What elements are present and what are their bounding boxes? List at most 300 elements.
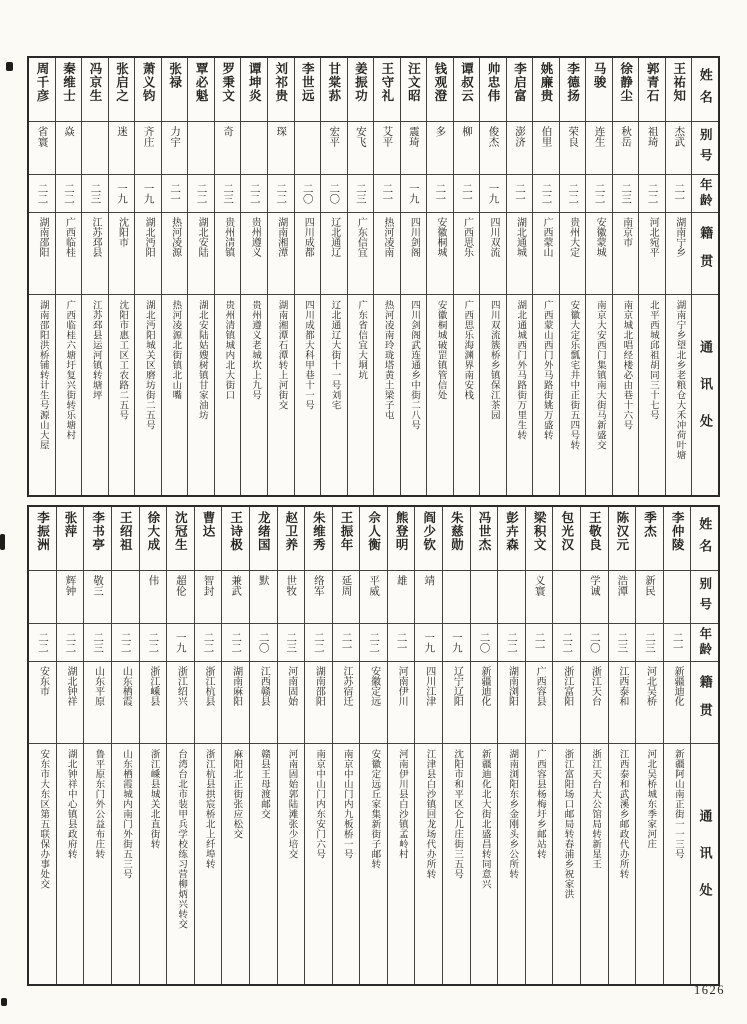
origin-cell: 南京市 [613, 213, 639, 295]
alias-cell: 宏平 [321, 122, 347, 175]
origin-cell: 浙江天台 [581, 662, 608, 744]
alias-cell: 络军 [305, 571, 332, 624]
age-cell: 二二 [195, 624, 222, 662]
alias-cell: 伯里 [533, 122, 559, 175]
origin-cell: 浙江富阳 [553, 662, 580, 744]
person-column [332, 507, 360, 984]
age-cell: 二二 [498, 624, 525, 662]
origin-cell: 广西思乐 [454, 213, 480, 295]
name-cell: 徐大成 [140, 507, 167, 571]
name-cell: 马骏 [586, 58, 612, 122]
age-cell: 二一 [664, 624, 691, 662]
address-cell: 河南固始郭陆滩张少培交 [286, 749, 297, 859]
age-cell: 二〇 [250, 624, 277, 662]
alias-cell: 奇 [215, 122, 241, 175]
address-cell: 贵州遵义老城坎上九号 [249, 300, 260, 400]
address-cell: 广东省信宜大垌坑 [356, 300, 367, 380]
age-cell: 二二 [29, 175, 55, 213]
person-column [267, 58, 294, 495]
age-cell: 二三 [609, 624, 636, 662]
age-cell: 二三 [348, 175, 374, 213]
person-column [277, 507, 305, 984]
name-cell: 曹达 [195, 507, 222, 571]
address-cell: 安东市大东区第五联保办事处交 [38, 749, 49, 889]
name-cell: 龙绪国 [250, 507, 277, 571]
origin-cell: 湖南宁乡 [666, 213, 692, 295]
age-cell: 二二 [57, 624, 84, 662]
age-cell: 二一 [454, 175, 480, 213]
name-cell: 刘祁贵 [268, 58, 294, 122]
name-cell: 佘人衡 [360, 507, 387, 571]
name-cell: 李振洲 [29, 507, 56, 571]
person-column [83, 507, 111, 984]
address-cell: 广西容县杨梅圩乡邮站转 [534, 749, 545, 859]
alias-cell: 艾平 [374, 122, 400, 175]
address-cell: 江西泰和武溪乡邮政代办所转 [617, 749, 628, 879]
address-cell: 热河凌源北街镇北山嘴 [170, 300, 181, 400]
address-cell: 广西思乐海渊界南安栈 [462, 300, 473, 400]
age-cell: 二〇 [295, 175, 321, 213]
address-cell: 安徽桐城破罡镇管信处 [435, 300, 446, 400]
origin-cell: 辽北通辽 [321, 213, 347, 295]
age-cell: 二二 [56, 175, 82, 213]
alias-cell [241, 122, 267, 175]
origin-cell: 贵州清镇 [215, 213, 241, 295]
name-cell: 梁积文 [526, 507, 553, 571]
person-column [414, 507, 442, 984]
person-column [81, 58, 108, 495]
age-cell: 二二 [222, 624, 249, 662]
alias-cell: 义寰 [526, 571, 553, 624]
address-cell: 湖北钟祥中心镇县政府转 [65, 749, 76, 859]
name-cell: 彭卉森 [498, 507, 525, 571]
person-column [139, 507, 167, 984]
origin-cell: 广西蒙山 [533, 213, 559, 295]
address-cell: 河北吴桥城东季家河庄 [645, 749, 656, 849]
alias-cell [295, 122, 321, 175]
person-column [304, 507, 332, 984]
directory-table-bottom [27, 505, 720, 986]
age-cell: 二一 [526, 624, 553, 662]
origin-cell: 安徽定远 [360, 662, 387, 744]
origin-cell: 浙江绍兴 [167, 662, 194, 744]
age-cell: 二一 [162, 175, 188, 213]
origin-cell: 热河凌源 [162, 213, 188, 295]
alias-cell: 安飞 [348, 122, 374, 175]
address-cell: 贵州清镇城内北大街口 [223, 300, 234, 400]
origin-cell: 江西赣县 [250, 662, 277, 744]
alias-cell: 智封 [195, 571, 222, 624]
origin-cell: 广西临桂 [56, 213, 82, 295]
alias-cell: 齐庄 [135, 122, 161, 175]
origin-cell: 沈阳市 [109, 213, 135, 295]
person-column [187, 58, 214, 495]
alias-cell [443, 571, 470, 624]
address-cell: 浙江嵊县城关北直街转 [148, 749, 159, 849]
address-cell: 湖南邵阳洪桥铺转计生号源山大屋 [37, 300, 48, 450]
person-column [638, 58, 665, 495]
header-age: 年龄 [692, 175, 718, 213]
origin-cell: 热河凌南 [374, 213, 400, 295]
alias-cell: 延周 [333, 571, 360, 624]
origin-cell: 湖南浏阳 [498, 662, 525, 744]
origin-cell: 四川双流 [480, 213, 506, 295]
alias-cell: 祖琦 [639, 122, 665, 175]
address-cell: 江津县白沙镇回龙场代办所转 [424, 749, 435, 879]
age-cell: 二〇 [471, 624, 498, 662]
person-column [635, 507, 663, 984]
alias-cell: 世牧 [278, 571, 305, 624]
address-cell: 湖南湘潭石潭转上河街交 [276, 300, 287, 410]
origin-cell: 湖北安陆 [188, 213, 214, 295]
age-cell: 二二 [241, 175, 267, 213]
origin-cell: 四川成都 [295, 213, 321, 295]
address-cell: 江苏邳县运河镇转塘坪 [90, 300, 101, 400]
address-cell: 湖北通城西门外马路街万里生转 [515, 300, 526, 440]
age-cell: 二一 [507, 175, 533, 213]
age-cell: 二二 [305, 624, 332, 662]
person-column [249, 507, 277, 984]
person-column [214, 58, 241, 495]
alias-cell [553, 571, 580, 624]
name-cell: 李德扬 [560, 58, 586, 122]
scan-artifact [1, 998, 7, 1006]
person-column [580, 507, 608, 984]
header-name: 姓名 [691, 507, 718, 571]
name-cell: 赵卫养 [278, 507, 305, 571]
person-column [111, 507, 139, 984]
address-cell: 湖南宁乡望北乡老粮仓大禾冲荷叶塘 [674, 300, 685, 460]
age-cell: 二二 [639, 175, 665, 213]
address-cell: 台湾台北市装甲兵学校练习营柳炳兴转交 [176, 749, 187, 929]
age-cell: 二二 [140, 624, 167, 662]
alias-cell: 力宇 [162, 122, 188, 175]
address-cell: 北平西城邱祖胡同三十七号 [647, 300, 658, 420]
age-cell: 二一 [427, 175, 453, 213]
alias-cell: 兼武 [222, 571, 249, 624]
name-cell: 张启之 [109, 58, 135, 122]
header-address: 通讯处 [697, 808, 713, 920]
alias-cell: 雄 [388, 571, 415, 624]
name-cell: 钱观澄 [427, 58, 453, 122]
name-cell: 季杰 [636, 507, 663, 571]
age-cell: 二〇 [321, 175, 347, 213]
name-cell: 王振年 [333, 507, 360, 571]
name-cell: 张禄 [162, 58, 188, 122]
name-cell: 覃必魁 [188, 58, 214, 122]
alias-cell [82, 122, 108, 175]
origin-cell: 湖南麻阳 [222, 662, 249, 744]
address-cell: 广西蒙山西门外马路街姚万盛转 [541, 300, 552, 440]
alias-cell [29, 571, 56, 624]
alias-cell: 迷 [109, 122, 135, 175]
name-cell: 冯世杰 [471, 507, 498, 571]
name-cell: 周千彦 [29, 58, 55, 122]
name-cell: 姚廉贵 [533, 58, 559, 122]
name-cell: 秦维士 [56, 58, 82, 122]
name-cell: 沈冠生 [167, 507, 194, 571]
person-column [608, 507, 636, 984]
alias-cell: 连生 [586, 122, 612, 175]
age-cell: 二三 [82, 175, 108, 213]
person-column [663, 507, 691, 984]
age-cell: 二二 [560, 175, 586, 213]
name-cell: 谭坤炎 [241, 58, 267, 122]
origin-cell: 湖北通城 [507, 213, 533, 295]
origin-cell: 新疆迪化 [471, 662, 498, 744]
origin-cell: 广东信宜 [348, 213, 374, 295]
person-column [294, 58, 321, 495]
origin-cell: 湖南邵阳 [29, 213, 55, 295]
name-cell: 李世远 [295, 58, 321, 122]
name-cell: 谭叔云 [454, 58, 480, 122]
address-cell: 南京城北唱经楼必由巷十六号 [621, 300, 632, 430]
person-column [55, 58, 82, 495]
address-cell: 安徽大定乐瓢宅井中正街五四号转 [568, 300, 579, 450]
name-cell: 王诗极 [222, 507, 249, 571]
address-cell: 安徽定远丘家集新街子邮转 [369, 749, 380, 869]
header-alias: 别号 [692, 122, 718, 175]
age-cell: 二二 [268, 175, 294, 213]
name-cell: 王守礼 [374, 58, 400, 122]
person-column [387, 507, 415, 984]
age-cell: 二〇 [581, 624, 608, 662]
person-column [347, 58, 374, 495]
name-cell: 李仲陵 [664, 507, 691, 571]
name-cell: 王敬良 [581, 507, 608, 571]
person-column [29, 58, 55, 495]
alias-cell [471, 571, 498, 624]
name-cell: 王祐知 [666, 58, 692, 122]
name-cell: 萧义钧 [135, 58, 161, 122]
age-cell: 二三 [613, 175, 639, 213]
address-cell: 浙江杭县拱宸桥北上纤埠转 [203, 749, 214, 869]
origin-cell: 贵州大定 [560, 213, 586, 295]
name-cell: 姜振功 [348, 58, 374, 122]
alias-cell: 平威 [360, 571, 387, 624]
person-column [56, 507, 84, 984]
age-cell: 二二 [586, 175, 612, 213]
address-cell: 南京中山门内东安门六号 [314, 749, 325, 859]
address-cell: 南京大安西门集镇南大街马新盛交 [594, 300, 605, 450]
name-cell: 朱慈勋 [443, 507, 470, 571]
age-cell: 二三 [215, 175, 241, 213]
alias-cell: 超伦 [167, 571, 194, 624]
alias-cell: 新民 [636, 571, 663, 624]
age-cell: 二三 [278, 624, 305, 662]
person-column [166, 507, 194, 984]
origin-cell: 河南固始 [278, 662, 305, 744]
scan-artifact [6, 62, 13, 71]
origin-cell: 江苏邳县 [82, 213, 108, 295]
person-column [134, 58, 161, 495]
name-cell: 甘棠荪 [321, 58, 347, 122]
origin-cell: 山东平原 [84, 662, 111, 744]
person-column [525, 507, 553, 984]
alias-cell: 焱 [56, 122, 82, 175]
person-column [320, 58, 347, 495]
age-cell: 二二 [360, 624, 387, 662]
age-cell: 二一 [666, 175, 692, 213]
person-column [161, 58, 188, 495]
person-column [497, 507, 525, 984]
alias-cell [188, 122, 214, 175]
origin-cell: 山东栖霞 [112, 662, 139, 744]
origin-cell: 湖北钟祥 [57, 662, 84, 744]
name-cell: 李书亭 [84, 507, 111, 571]
person-column [479, 58, 506, 495]
header-age: 年龄 [691, 624, 718, 662]
header-column [691, 58, 718, 495]
age-cell: 一九 [135, 175, 161, 213]
origin-cell: 四川剑阁 [401, 213, 427, 295]
address-cell: 四川成都大科甲巷十一号 [303, 300, 314, 410]
person-column [442, 507, 470, 984]
address-cell: 广西临桂六塘圩复兴街转乐塘村 [64, 300, 75, 440]
origin-cell: 河北宛平 [639, 213, 665, 295]
address-cell: 浙江天台大公馆局转新星王 [590, 749, 601, 869]
age-cell: 一九 [109, 175, 135, 213]
alias-cell: 靖 [415, 571, 442, 624]
address-cell: 南京中山门内九板桥一号 [341, 749, 352, 859]
name-cell: 李启富 [507, 58, 533, 122]
age-cell: 二二 [533, 175, 559, 213]
person-column [612, 58, 639, 495]
alias-cell [664, 571, 691, 624]
origin-cell: 湖南邵阳 [305, 662, 332, 744]
person-column [240, 58, 267, 495]
age-cell: 二二 [112, 624, 139, 662]
page-number: 1626 [694, 983, 725, 997]
origin-cell: 安东市 [29, 662, 56, 744]
person-column [506, 58, 533, 495]
origin-cell: 湖南湘潭 [268, 213, 294, 295]
address-cell: 新疆阿山南正街一一三号 [672, 749, 683, 859]
person-column [585, 58, 612, 495]
person-column [426, 58, 453, 495]
name-cell: 张萍 [57, 507, 84, 571]
header-alias: 别号 [691, 571, 718, 624]
person-column [194, 507, 222, 984]
header-origin: 籍贯 [691, 662, 718, 744]
person-column [373, 58, 400, 495]
address-cell: 湖北安陆姑嫂树镇甘家油坊 [196, 300, 207, 420]
address-cell: 浙江富阳场口邮局转春浦乡祝家洪 [562, 749, 573, 899]
origin-cell: 贵州遵义 [241, 213, 267, 295]
alias-cell: 琛 [268, 122, 294, 175]
alias-cell: 辉钟 [57, 571, 84, 624]
person-column [453, 58, 480, 495]
name-cell: 包光汉 [553, 507, 580, 571]
origin-cell: 浙江嵊县 [140, 662, 167, 744]
name-cell: 郭青石 [639, 58, 665, 122]
address-cell: 赣县王母渡邮交 [258, 749, 269, 819]
name-cell: 帅忠伟 [480, 58, 506, 122]
person-column [665, 58, 692, 495]
person-column [359, 507, 387, 984]
address-cell: 新疆迪化北大街北盛昌转同意兴 [479, 749, 490, 889]
alias-cell: 学诚 [581, 571, 608, 624]
alias-cell: 多 [427, 122, 453, 175]
origin-cell: 新疆迪化 [664, 662, 691, 744]
address-cell: 山东栖霞城内南门外街五三号 [120, 749, 131, 879]
alias-cell: 敬三 [84, 571, 111, 624]
age-cell: 二三 [636, 624, 663, 662]
header-address: 通讯处 [697, 339, 713, 451]
person-column [221, 507, 249, 984]
alias-cell: 俊杰 [480, 122, 506, 175]
person-column [108, 58, 135, 495]
age-cell: 二一 [388, 624, 415, 662]
address-cell: 热河凌南玲珑塔黄土梁子屯 [382, 300, 393, 420]
age-cell: 一九 [480, 175, 506, 213]
alias-cell: 震琦 [401, 122, 427, 175]
header-column [690, 507, 718, 984]
name-cell: 汪文昭 [401, 58, 427, 122]
address-cell: 沈阳市和平区仑儿庄街三五号 [452, 749, 463, 879]
name-cell: 熊登明 [388, 507, 415, 571]
origin-cell: 广西容县 [526, 662, 553, 744]
origin-cell: 安徽蒙城 [586, 213, 612, 295]
origin-cell: 湖北沔阳 [135, 213, 161, 295]
name-cell: 阎少钦 [415, 507, 442, 571]
directory-table-top [27, 56, 720, 497]
person-column [29, 507, 56, 984]
age-cell: 二二 [553, 624, 580, 662]
origin-cell: 浙江杭县 [195, 662, 222, 744]
header-name: 姓名 [692, 58, 718, 122]
age-cell: 二二 [29, 624, 56, 662]
name-cell: 罗秉文 [215, 58, 241, 122]
alias-cell: 柳 [454, 122, 480, 175]
alias-cell: 秋岳 [613, 122, 639, 175]
name-cell: 徐静尘 [613, 58, 639, 122]
age-cell: 一九 [443, 624, 470, 662]
origin-cell: 四川江津 [415, 662, 442, 744]
person-column [470, 507, 498, 984]
origin-cell: 河南伊川 [388, 662, 415, 744]
origin-cell: 江西泰和 [609, 662, 636, 744]
origin-cell: 安徽桐城 [427, 213, 453, 295]
person-column [400, 58, 427, 495]
person-column [559, 58, 586, 495]
origin-cell: 河北吴桥 [636, 662, 663, 744]
alias-cell: 荣良 [560, 122, 586, 175]
origin-cell: 江苏宿迁 [333, 662, 360, 744]
age-cell: 二一 [374, 175, 400, 213]
alias-cell: 省寰 [29, 122, 55, 175]
age-cell: 一九 [415, 624, 442, 662]
age-cell: 二三 [84, 624, 111, 662]
name-cell: 冯京生 [82, 58, 108, 122]
address-cell: 湖南浏阳东乡金刚头乡公所转 [507, 749, 518, 879]
age-cell: 二一 [333, 624, 360, 662]
age-cell: 一九 [167, 624, 194, 662]
address-cell: 四川剑阁武连通乡中街二八号 [409, 300, 420, 430]
alias-cell: 澎济 [507, 122, 533, 175]
address-cell: 沈阳市惠工区工农路二五号 [117, 300, 128, 420]
scan-artifact [0, 534, 5, 550]
alias-cell: 默 [250, 571, 277, 624]
address-cell: 辽北通辽大街十一号刘宅 [329, 300, 340, 410]
alias-cell [498, 571, 525, 624]
name-cell: 陈汉元 [609, 507, 636, 571]
name-cell: 朱维秀 [305, 507, 332, 571]
address-cell: 湖北沔阳城关区磨坊街二五号 [143, 300, 154, 430]
age-cell: 一九 [401, 175, 427, 213]
header-origin: 籍贯 [692, 213, 718, 295]
alias-cell: 杰武 [666, 122, 692, 175]
